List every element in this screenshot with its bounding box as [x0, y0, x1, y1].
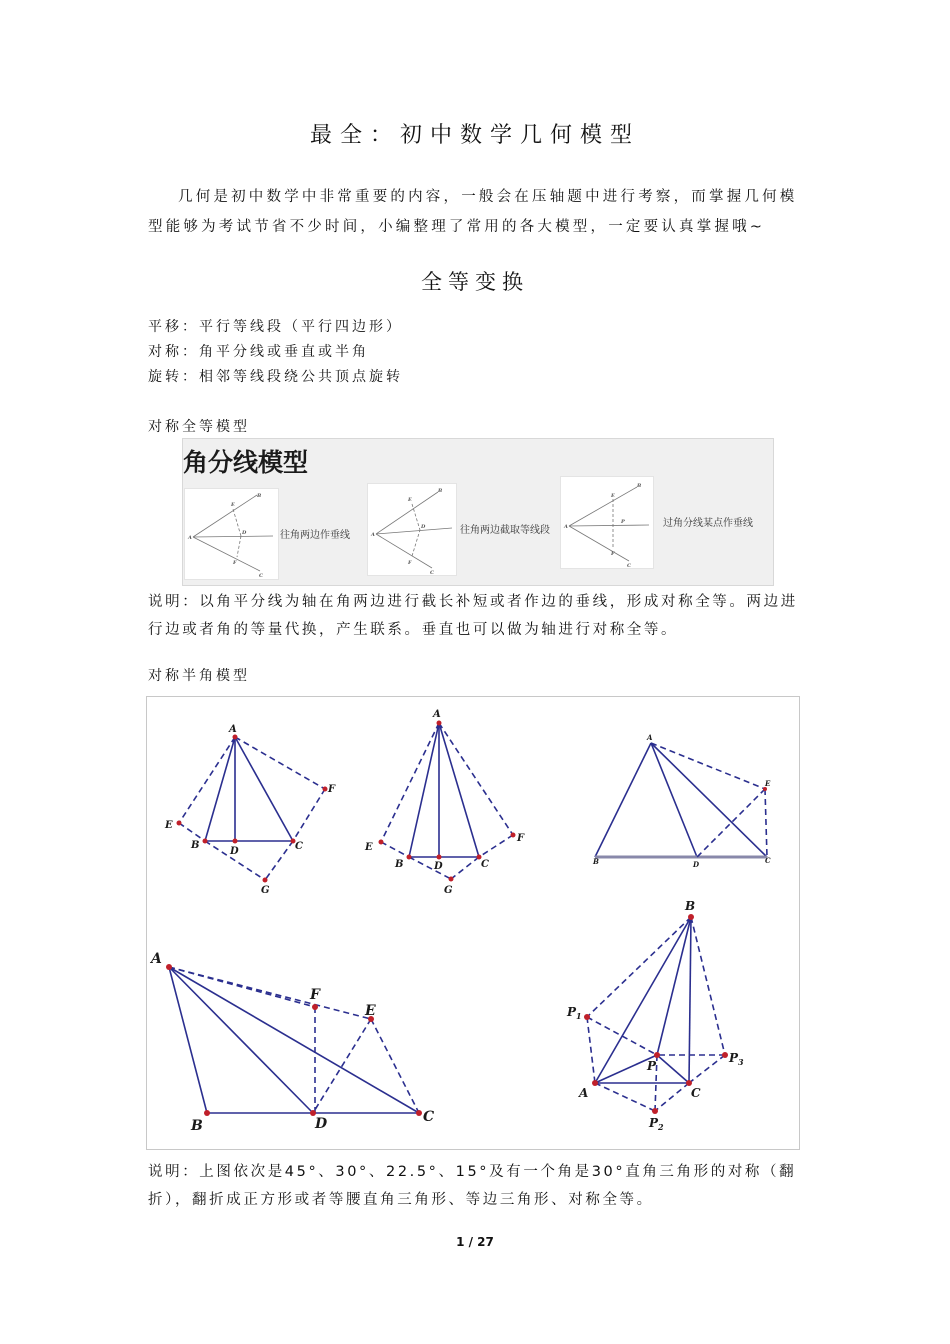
svg-text:B: B — [191, 840, 200, 851]
transform-translate: 平移：平行等线段（平行四边形） — [148, 319, 403, 335]
svg-text:F: F — [328, 784, 336, 795]
bisector-figure-2 — [367, 483, 457, 576]
half-angle-note: 说明：上图依次是45°、30°、22.5°、15°及有一个角是30°直角三角形的对称（翻折），翻折成正方形或者等腰直角三角形、等边三角形、对称全等。 — [148, 1164, 797, 1208]
svg-text:F: F — [233, 560, 237, 566]
svg-text:B: B — [637, 483, 642, 489]
svg-text:C: C — [691, 1086, 701, 1100]
svg-text:D: D — [421, 524, 426, 530]
bisector-figure-1 — [184, 488, 279, 580]
svg-text:C: C — [765, 856, 771, 865]
bisector-caption-3: 过角分线某点作垂线 — [663, 518, 753, 529]
figure-30-degrees — [364, 709, 525, 896]
figure-30-right-triangle — [566, 899, 744, 1132]
half-angle-heading: 对称半角模型 — [148, 668, 250, 684]
bisector-diagram-1 — [185, 489, 278, 579]
svg-text:D: D — [242, 530, 247, 536]
svg-text:E: E — [765, 779, 771, 788]
bisector-diagram-3 — [561, 477, 653, 568]
svg-text:E: E — [365, 842, 373, 853]
intro-paragraph — [148, 182, 808, 242]
bisector-figure-3 — [560, 476, 654, 569]
figure-15-degrees — [149, 951, 434, 1134]
svg-text:F: F — [611, 551, 615, 557]
bisector-caption-2: 往角两边截取等线段 — [460, 525, 550, 536]
svg-text:B: B — [395, 859, 404, 870]
bisector-caption-1: 往角两边作垂线 — [280, 530, 350, 541]
svg-text:B: B — [257, 493, 262, 499]
svg-text:E: E — [165, 820, 173, 831]
transform-reflect: 对称：角平分线或垂直或半角 — [148, 344, 369, 360]
svg-text:P1: $P_1$ — [567, 1005, 582, 1021]
svg-text:C: C — [430, 570, 434, 575]
sym-model-note: 说明：以角平分线为轴在角两边进行截长补短或者作边的垂线，形成对称全等。两边进行边或者角的等量代换，产生联系。垂直也可以做为轴进行对称全等。 — [148, 594, 798, 638]
page-title: 最全：初中数学几何模型 — [309, 123, 640, 148]
svg-text:A: A — [229, 724, 237, 735]
svg-text:A: A — [579, 1086, 589, 1100]
svg-text:E: E — [365, 1003, 376, 1019]
svg-text:E: E — [611, 493, 615, 499]
bisector-diagram-2 — [368, 484, 456, 575]
angle-bisector-panel — [182, 438, 774, 586]
figure-22-5-degrees — [592, 733, 771, 869]
sym-model-heading: 对称全等模型 — [148, 419, 250, 435]
half-angle-diagram — [147, 697, 799, 1149]
svg-text:C: C — [627, 563, 631, 568]
svg-text:C: C — [481, 859, 489, 870]
svg-text:D: D — [693, 860, 700, 869]
svg-text:B: B — [191, 1118, 203, 1134]
svg-text:D: D — [434, 861, 443, 872]
panel-title: 角分线模型 — [183, 448, 309, 477]
svg-text:P: P — [621, 519, 625, 525]
svg-text:P2: $P_2$ — [649, 1116, 664, 1132]
svg-text:D: D — [230, 846, 239, 857]
svg-text:A: A — [188, 535, 192, 541]
svg-text:A: A — [433, 709, 441, 720]
svg-text:C: C — [295, 841, 303, 852]
svg-text:A: A — [647, 733, 653, 742]
transform-rotate: 旋转：相邻等线段绕公共顶点旋转 — [148, 369, 403, 385]
svg-text:B: B — [685, 899, 696, 913]
svg-text:A: A — [371, 532, 375, 538]
half-angle-figures — [146, 696, 800, 1150]
svg-text:E: E — [408, 497, 412, 503]
svg-text:P3: $P_3$ — [729, 1051, 744, 1067]
svg-text:F: F — [408, 560, 412, 566]
svg-text:P: P — [647, 1059, 657, 1073]
svg-text:A: A — [151, 951, 162, 967]
svg-text:A: A — [564, 524, 568, 530]
svg-text:B: B — [593, 857, 599, 866]
svg-text:C: C — [259, 573, 263, 579]
svg-text:C: C — [423, 1109, 435, 1125]
figure-45-degrees — [164, 724, 336, 896]
svg-text:F: F — [517, 833, 525, 844]
svg-text:G: G — [444, 885, 453, 896]
svg-text:F: F — [310, 987, 320, 1003]
svg-text:D: D — [315, 1116, 328, 1132]
svg-text:B: B — [438, 488, 443, 494]
intro-text: 几何是初中数学中非常重要的内容，一般会在压轴题中进行考察，而掌握几何模型能够为考试节省不少时间，小编整理了常用的各大模型，一定要认真掌握哦~ — [148, 189, 798, 235]
svg-text:G: G — [261, 885, 270, 896]
svg-text:E: E — [231, 502, 235, 508]
page-number: 1 / 27 — [456, 1235, 494, 1249]
section-title: 全等变换 — [421, 270, 529, 294]
